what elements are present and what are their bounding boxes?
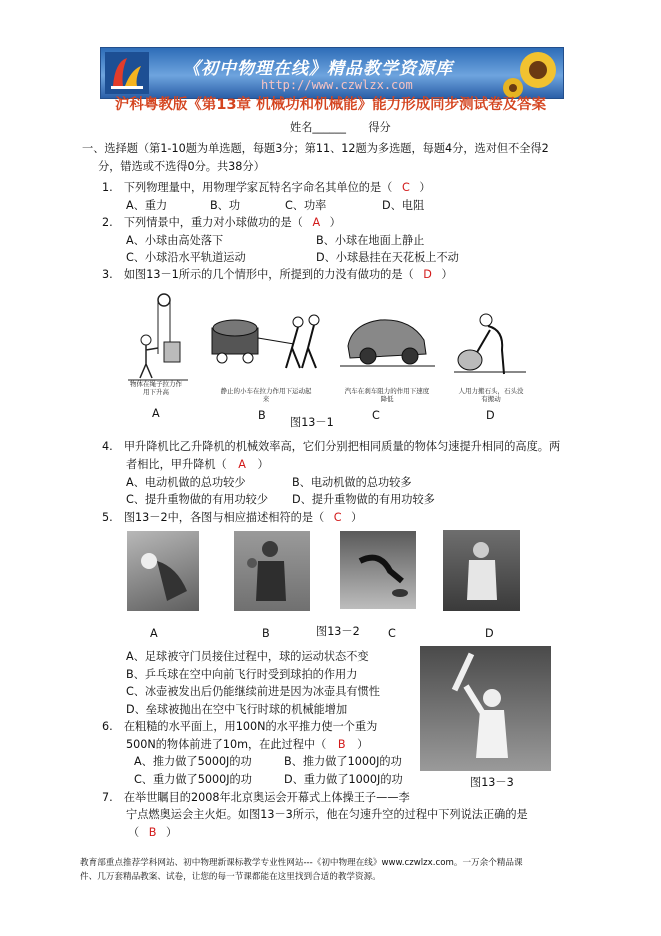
document-title: 沪科粤教版《第13章 机械功和机械能》能力形成同步测试卷及答案 <box>114 97 547 113</box>
question-7-stem-line1: 7. 在举世瞩目的2008年北京奥运会开幕式上体操王子——李 <box>102 791 410 804</box>
figure-13-1-caption-d: 人用力搬石头，石头没有搬动 <box>458 387 524 403</box>
q5-option-c: C、冰壶被发出后仍能继续前进是因为冰壶具有惯性 <box>126 685 380 698</box>
question-1-close: ） <box>419 181 431 194</box>
question-1-answer: C <box>401 181 410 194</box>
figure-13-1-letter-d: D <box>486 409 495 422</box>
q5-option-b: B、乒乓球在空中向前飞行时受到球拍的作用力 <box>126 668 358 681</box>
section-heading-line1: 一、选择题（第1-10题为单选题，每题3分；第11、12题为多选题，每题4分，选对但不全得2 <box>82 142 549 155</box>
question-7-open: （ <box>128 826 140 839</box>
figure-13-1-caption-c: 汽车在刹车阻力的作用下速度降低 <box>344 387 430 403</box>
question-4-stem-line2 <box>126 458 269 472</box>
question-7-answer: B <box>148 826 157 839</box>
name-score-line: 姓名______ 得分 <box>290 121 391 134</box>
figure-13-2-c-curling-photo <box>340 531 416 609</box>
figure-13-1-c-car-braking-illustration <box>340 306 435 376</box>
question-7-answer-line <box>128 826 177 840</box>
banner-title: 《初中物理在线》精品教学资源库 <box>183 59 453 79</box>
figure-13-1-caption-b: 静止的小车在拉力作用下运动起来 <box>220 387 312 403</box>
banner-url[interactable]: http://www.czwlzx.com <box>261 78 413 92</box>
section-heading-line2: 分，错选或不选得0分。共38分） <box>98 160 265 173</box>
q6-option-c: C、重力做了5000J的功 <box>134 773 252 786</box>
q1-option-b: B、功 <box>210 199 241 212</box>
q2-option-a: A、小球由高处落下 <box>126 234 224 247</box>
question-2-answer: A <box>312 216 321 229</box>
question-7-stem-line2: 宁点燃奥运会主火炬。如图13－3所示，他在匀速升空的过程中下列说法正确的是 <box>126 808 528 821</box>
question-2-text: 2. 下列情景中，重力对小球做功的是（ <box>102 216 303 229</box>
question-4-text: 者相比，甲升降机（ <box>126 458 227 471</box>
figure-13-1-letter-a: A <box>152 407 160 420</box>
question-4-close: ） <box>257 458 269 471</box>
figure-13-2-letter-a: A <box>150 627 158 640</box>
q2-option-c: C、小球沿水平轨道运动 <box>126 251 246 264</box>
q1-option-d: D、电阻 <box>382 199 425 212</box>
question-6-text: 500N的物体前进了10m，在此过程中（ <box>126 738 327 751</box>
question-3-text: 3. 如图13－1所示的几个情形中，所提到的力没有做功的是（ <box>102 268 414 281</box>
question-3-close: ） <box>441 268 453 281</box>
footer-line2: 件、几万套精品教案、试卷，让您的每一节课都能在这里找到合适的教学资源。 <box>80 872 381 882</box>
sunflower-icon <box>493 48 563 98</box>
question-2-stem <box>102 216 341 230</box>
question-5-text: 5. 图13－2中，各图与相应描述相符的是（ <box>102 511 325 524</box>
question-2-close: ） <box>329 216 341 229</box>
figure-13-1-letter-c: C <box>372 409 380 422</box>
footer-line1: 教育部重点推荐学科网站、初中物理新课标教学专业性网站---《初中物理在线》www.czwlzx.com。一万余个精品课 <box>80 858 523 868</box>
question-4-answer: A <box>238 458 246 471</box>
question-3-stem <box>102 268 453 282</box>
question-6-stem-line1: 6. 在粗糙的水平面上，用100N的水平推力使一个重为 <box>102 720 378 733</box>
question-4-stem-line1: 4. 甲升降机比乙升降机的机械效率高，它们分别把相同质量的物体匀速提升相同的高度。两 <box>102 440 561 453</box>
q1-option-a: A、重力 <box>126 199 168 212</box>
question-6-close: ） <box>357 738 369 751</box>
question-6-answer: B <box>337 738 346 751</box>
question-1-text: 1. 下列物理量中，用物理学家瓦特名字命名其单位的是（ <box>102 181 393 194</box>
q1-option-c: C、功率 <box>285 199 327 212</box>
question-7-close: ） <box>166 826 178 839</box>
question-6-stem-line2 <box>126 738 368 752</box>
site-logo-icon <box>105 52 149 94</box>
q6-option-a: A、推力做了5000J的功 <box>134 755 252 768</box>
q2-option-b: B、小球在地面上静止 <box>316 234 425 247</box>
question-5-close: ） <box>351 511 363 524</box>
figure-13-1-label: 图13－1 <box>290 416 334 429</box>
figure-13-2-d-softball-photo <box>443 530 520 611</box>
figure-13-1-letter-b: B <box>258 409 266 422</box>
figure-13-3-label: 图13－3 <box>470 776 514 789</box>
question-5-stem <box>102 511 362 525</box>
figure-13-1-caption-a: 物体在绳子拉力作用下升高 <box>130 380 182 396</box>
figure-13-1-a-pulley-illustration <box>128 292 188 382</box>
q5-option-d: D、垒球被抛出在空中飞行时球的机械能增加 <box>126 703 348 716</box>
q4-option-a: A、电动机做的总功较少 <box>126 476 246 489</box>
q4-option-b: B、电动机做的总功较多 <box>292 476 412 489</box>
question-5-answer: C <box>333 511 342 524</box>
question-3-answer: D <box>423 268 432 281</box>
q2-option-d: D、小球悬挂在天花板上不动 <box>316 251 459 264</box>
figure-13-2-a-goalkeeper-photo <box>127 531 199 611</box>
figure-13-2-letter-d: D <box>485 627 494 640</box>
q4-option-c: C、提升重物做的有用功较少 <box>126 493 269 506</box>
question-1-stem <box>102 181 431 195</box>
q4-option-d: D、提升重物做的有用功较多 <box>292 493 435 506</box>
figure-13-2-b-table-tennis-photo <box>234 531 310 611</box>
figure-13-1-d-lifting-rock-illustration <box>454 310 526 382</box>
q5-option-a: A、足球被守门员接住过程中，球的运动状态不变 <box>126 650 369 663</box>
figure-13-2-letter-b: B <box>262 627 270 640</box>
figure-13-2-label: 图13－2 <box>316 625 360 638</box>
site-banner <box>100 47 564 99</box>
q6-option-b: B、推力做了1000J的功 <box>284 755 402 768</box>
q6-option-d: D、重力做了1000J的功 <box>284 773 403 786</box>
figure-13-1-b-cart-pulling-illustration <box>208 308 333 380</box>
figure-13-3-torch-lighting-photo <box>420 646 551 771</box>
figure-13-2-letter-c: C <box>388 627 396 640</box>
